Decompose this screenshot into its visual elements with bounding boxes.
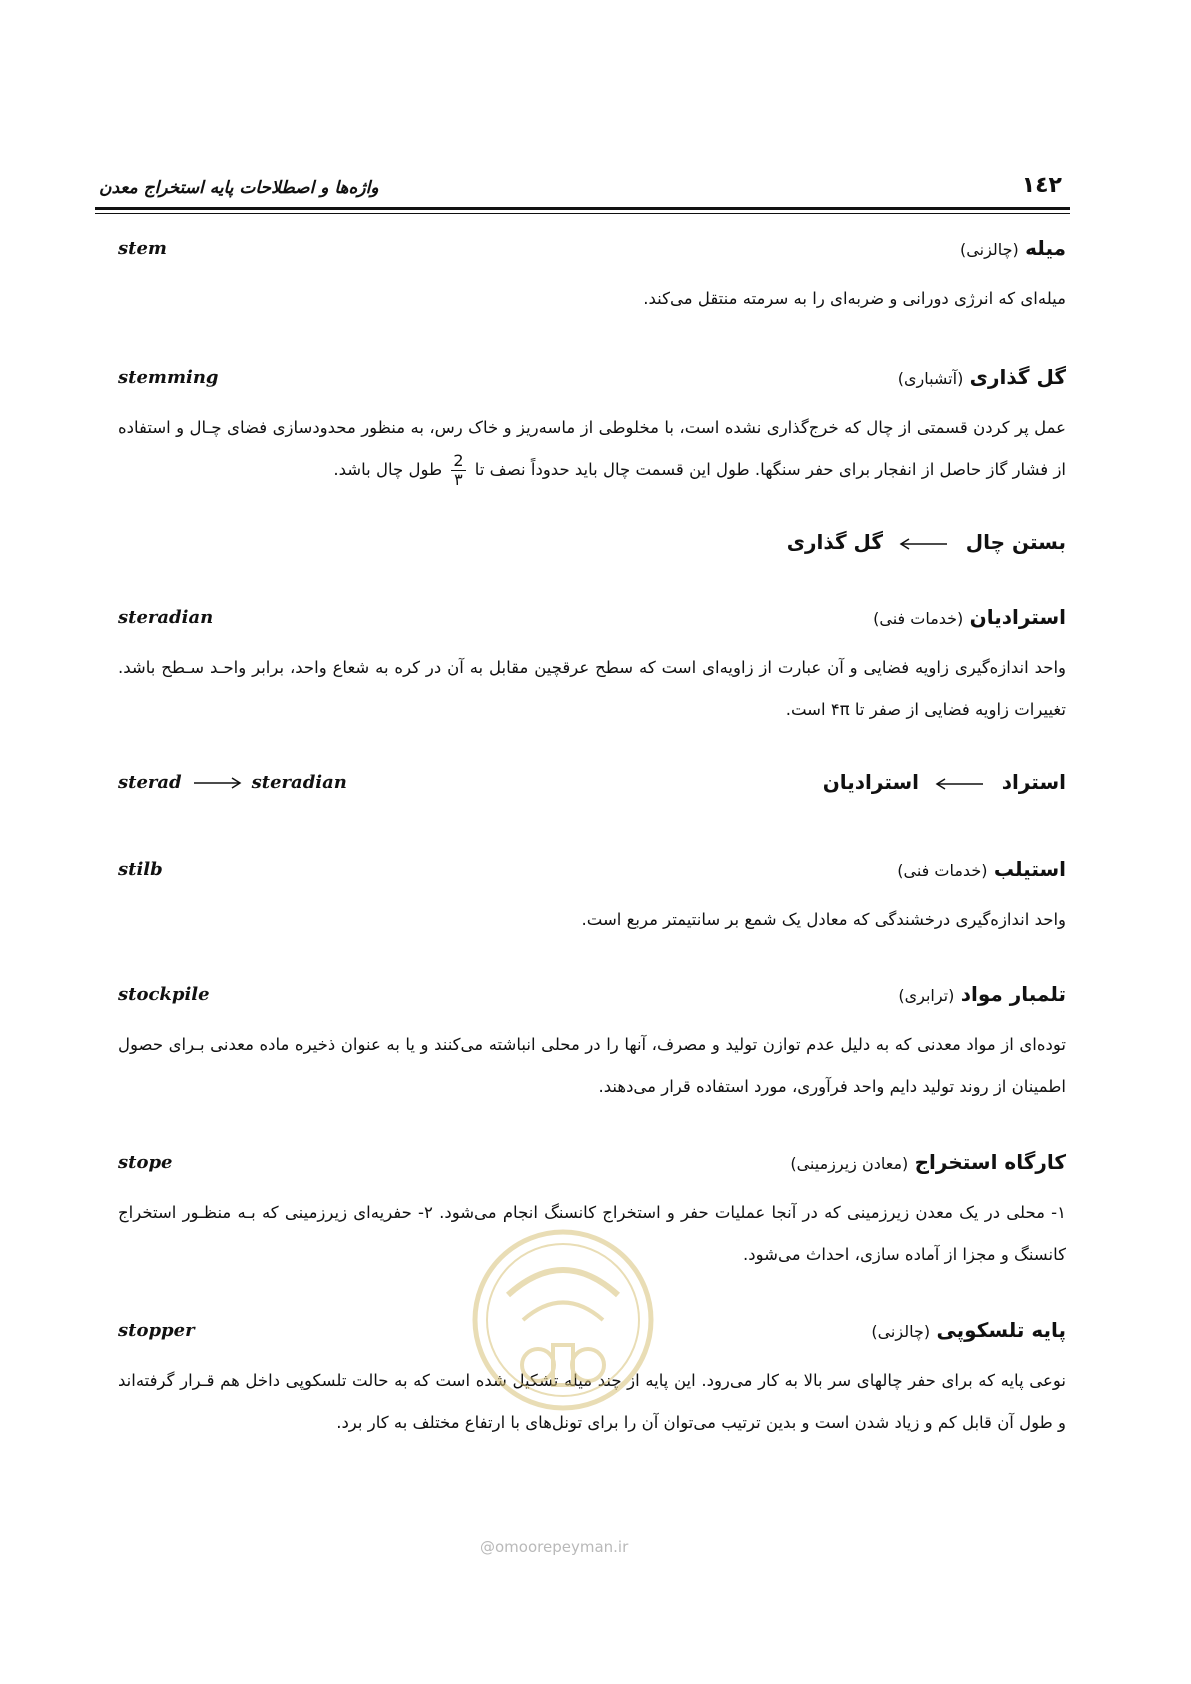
term-definition: توده‌ای از مواد معدنی که به دلیل عدم توازن تولید و مصرف، آنها را در محلی انباشته می‌کنند و یا به عنوان ذخیره ماده معدنی بـرای حصول اطمینان از روند تولید دایم واحد فرآوری، مورد استفاده قرار می‌دهند. xyxy=(118,1035,1066,1096)
arrow-left-icon xyxy=(935,778,985,790)
header-rule-thick xyxy=(95,207,1070,210)
term-persian xyxy=(871,1318,1066,1342)
term-field: (خدمات فنی) xyxy=(897,861,988,880)
definition-text-end: طول چال باشد. xyxy=(333,460,443,479)
term-definition: واحد اندازه‌گیری درخشندگی که معادل یک شمع بر سانتیمتر مربع است. xyxy=(581,910,1066,929)
fraction-denominator: ۳ xyxy=(454,470,463,489)
page-header xyxy=(95,165,1070,215)
fraction xyxy=(451,452,465,489)
term-english: stopper xyxy=(118,1320,195,1341)
arrow-left-icon xyxy=(899,538,949,550)
term-persian-label: استیلب xyxy=(993,857,1066,881)
glossary-entry-stilb xyxy=(118,857,1066,941)
watermark-url: @omoorepeyman.ir xyxy=(480,1538,629,1556)
reference-from: بستن چال xyxy=(965,530,1066,554)
cross-reference-sterad xyxy=(118,770,1066,806)
term-definition: نوعی پایه که برای حفر چالهای سر بالا به کار می‌رود. این پایه از چند میله تشکیل شده است که به حالت تلسکوپی داخل هم قـرار گرفته‌اند و طول آن قابل کم و زیاد شدن است و بدین ترتیب می‌توان آن را برای تونل‌های با ارتفاع مختلف به کار برد. xyxy=(118,1371,1066,1432)
cross-reference-stemming xyxy=(118,530,1066,566)
term-persian xyxy=(873,605,1066,629)
glossary-entry-stockpile xyxy=(118,982,1066,1108)
reference-to: گل گذاری xyxy=(786,530,884,554)
running-title: واژه‌ها و اصطلاحات پایه استخراج معدن xyxy=(99,178,379,198)
term-definition xyxy=(118,407,1066,491)
cross-reference-english xyxy=(118,772,347,793)
glossary-entry-steradian xyxy=(118,605,1066,731)
watermark-logo-icon xyxy=(468,1225,658,1445)
header-rule-thin xyxy=(95,213,1070,214)
term-persian-label: گل گذاری xyxy=(969,365,1066,389)
term-english: stope xyxy=(118,1152,173,1173)
arrow-right-icon xyxy=(192,777,242,789)
term-field: (آتشباری) xyxy=(897,369,964,388)
term-persian xyxy=(790,1150,1066,1174)
term-field: (خدمات فنی) xyxy=(873,609,964,628)
reference-from-english: sterad xyxy=(118,772,182,793)
term-definition: ۱- محلی در یک معدن زیرزمینی که در آنجا عملیات حفر و استخراج کانسنگ انجام می‌شود. ۲- حفریه‌ای زیرزمینی که بـه منظـور استخراج کانسنگ و مجزا از آماده سازی، احداث می‌شود. xyxy=(118,1203,1066,1264)
term-persian-label: میله xyxy=(1025,236,1066,260)
reference-to: استرادیان xyxy=(822,770,920,794)
page-number: ۱٤۲ xyxy=(1021,173,1062,198)
cross-reference-persian xyxy=(787,530,1066,554)
term-persian-label: کارگاه استخراج xyxy=(914,1150,1066,1174)
term-persian xyxy=(898,982,1066,1006)
term-persian-label: پایه تلسکوپی xyxy=(936,1318,1066,1342)
term-persian xyxy=(897,857,1066,881)
cross-reference-persian xyxy=(823,770,1066,794)
term-english: stem xyxy=(118,238,167,259)
term-field: (معادن زیرزمینی) xyxy=(790,1154,909,1173)
term-persian-label: استرادیان xyxy=(969,605,1066,629)
term-english: stemming xyxy=(118,367,219,388)
term-english: stilb xyxy=(118,859,163,880)
term-english: stockpile xyxy=(118,984,210,1005)
term-definition: میله‌ای که انرژی دورانی و ضربه‌ای را به سرمته منتقل می‌کند. xyxy=(643,289,1066,308)
term-persian-label: تلمبار مواد xyxy=(960,982,1066,1006)
term-persian xyxy=(960,236,1066,260)
reference-from: استراد xyxy=(1001,770,1066,794)
glossary-entry-stemming xyxy=(118,365,1066,491)
reference-to-english: steradian xyxy=(251,772,347,793)
term-field: (چالزنی) xyxy=(871,1322,931,1341)
term-persian xyxy=(898,365,1066,389)
term-definition: واحد اندازه‌گیری زاویه فضایی و آن عبارت از زاویه‌ای است که سطح عرقچین مقابل به آن در کره به شعاع واحد، برابر واحـد سـطح باشد. تغییرات زاویه فضایی از صفر تا ۴π است. xyxy=(118,658,1066,719)
term-english: steradian xyxy=(118,607,214,628)
fraction-numerator: 2 xyxy=(453,451,464,470)
term-field: (چالزنی) xyxy=(960,240,1019,259)
glossary-entry-stem xyxy=(118,236,1066,320)
definition-text: عمل پر کردن قسمتی از چال که خرج‌گذاری نشده است، با مخلوطی از ماسه‌ریز و خاک رس، به منظور محدودسازی فضای چـال و استفاده از فشار گاز حاصل از انفجار برای حفر سنگها. طول این قسمت چال باید حدوداً نصف تا xyxy=(118,418,1066,479)
term-field: (ترابری) xyxy=(898,986,955,1005)
